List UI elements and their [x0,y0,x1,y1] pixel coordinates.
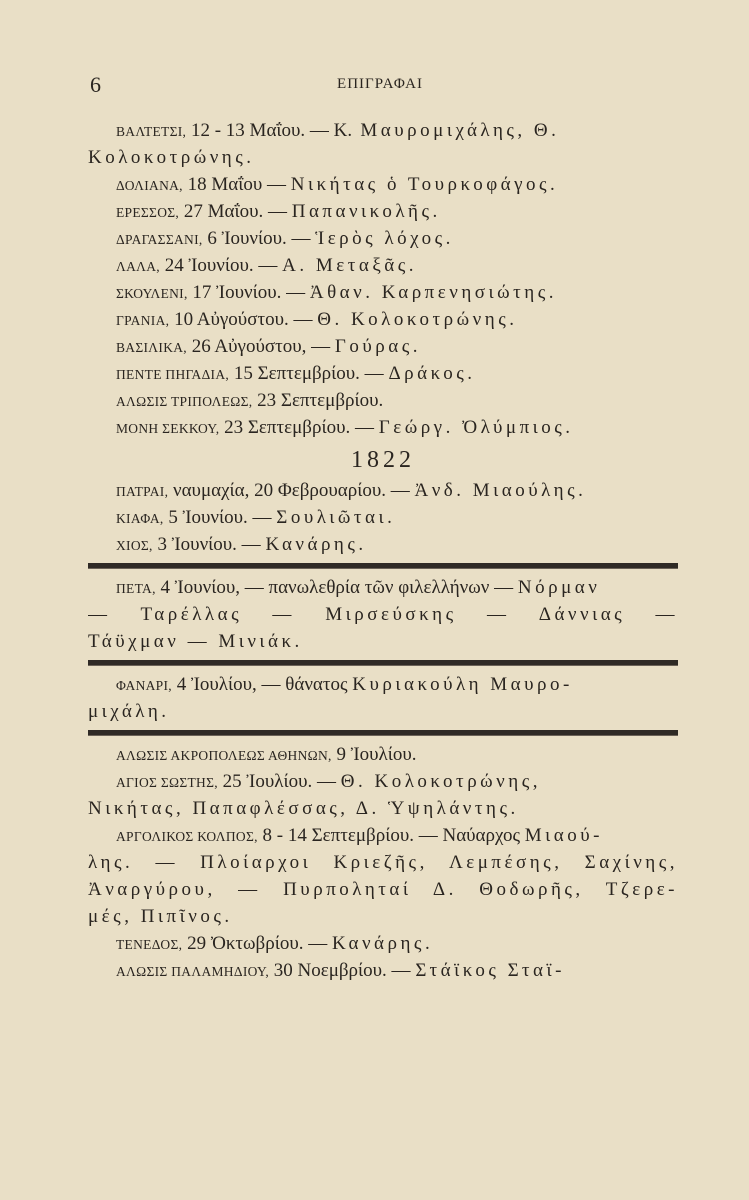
entry-text: 18 Μαΐου — [182,174,291,195]
place-name: ΑΛΩΣΙΣ ΠΑΛΑΜΗΔΙΟΥ, [116,964,269,979]
entry-names: Κανάρης. [265,534,367,555]
entry-text: 6 Ἰουνίου. — [202,228,316,249]
place-name: ΔΟΛΙΑΝΑ, [116,178,183,193]
entry-patrai [88,478,678,505]
entry-names: Θ. Κολοκοτρώνης. [317,309,518,330]
entry-agios-sostis-cont: Νικήτας, Παπαφλέσσας, Δ. Ὑψηλάντης. [88,798,519,819]
place-name: ΜΟΝΗ ΣΕΚΚΟΥ, [116,421,220,436]
entry-peta-cont: — Ταρέλλας — Μιρσεύσκης — Δάννιας — [88,604,678,625]
entry-names: Νικήτας ὁ Τουρκοφάγος. [290,174,559,195]
place-name: ΒΑΛΤΕΤΣΙ, [116,124,187,139]
page-header [90,72,670,102]
entry-names: Στάϊκος Σταϊ- [415,960,565,981]
entry-valtetsi-cont [88,145,678,172]
entry-text: 30 Νοεμβρίου. — [269,960,416,981]
section-rule [88,660,678,666]
entry-doliana [88,172,678,199]
entry-lala [88,253,678,280]
place-name: ΕΡΕΣΣΟΣ, [116,205,180,220]
entry-argolikos [88,823,678,850]
entry-dragatsani [88,226,678,253]
entry-text: 27 Μαΐου. — [179,201,292,222]
entry-text: 9 Ἰουλίου. [331,744,417,765]
entry-text: ναυμαχία, 20 Φεβρουαρίου. — [168,480,415,501]
entry-text: 12 - 13 Μαΐου. — Κ. [186,120,353,141]
entry-fanari [88,672,678,699]
place-name: ΦΑΝΑΡΙ, [116,678,172,693]
entry-agios-sostis [88,769,678,796]
entry-text: 15 Σεπτεμβρίου. — [229,363,389,384]
entry-vasilika [88,334,678,361]
entry-eressos [88,199,678,226]
page-number: 6 [90,72,101,97]
entry-kiafa [88,505,678,532]
place-name: ΑΓΙΟΣ ΣΩΣΤΗΣ, [116,775,218,790]
entry-names: Κολοκοτρώνης. [88,147,255,168]
entry-acropolis [88,742,678,769]
place-name: ΑΡΓΟΛΙΚΟΣ ΚΟΛΠΟΣ, [116,829,258,844]
entry-names: Ἀνδ. Μιαούλης. [414,480,587,501]
entry-peta [88,575,678,602]
year-heading: 1822 [351,447,415,473]
entry-argolikos-cont-2: Ἀναργύρου, — Πυρποληταί Δ. Θοδωρῆς, Τζερε- [88,879,678,900]
entry-text: 3 Ἰουνίου. — [152,534,266,555]
entry-skouleni [88,280,678,307]
entry-names: Ἀθαν. Καρπενησιώτης. [309,282,557,303]
entry-names: Μαυρομιχάλης, Θ. [352,120,560,141]
entry-names: Μιαού- [524,825,603,846]
page-content [88,118,678,985]
place-name: ΤΕΝΕΔΟΣ, [116,937,183,952]
entry-fanari-cont: μιχάλη. [88,701,170,722]
entry-names: Γούρας. [334,336,421,357]
entry-tripolis [88,388,678,415]
entry-names: Α. Μεταξᾶς. [282,255,418,276]
entry-text: 23 Σεπτεμβρίου. [252,390,384,411]
entry-names: Παπανικολῆς. [291,201,441,222]
place-name: ΠΑΤΡΑΙ, [116,484,169,499]
entry-names: Δράκος. [388,363,476,384]
entry-names: Σουλιῶται. [276,507,396,528]
entry-pente-pigadia [88,361,678,388]
entry-text: 26 Αὐγούστου, — [186,336,335,357]
place-name: ΛΑΛΑ, [116,259,160,274]
place-name: ΓΡΑΝΙΑ, [116,313,170,328]
section-rule [88,563,678,569]
entry-argolikos-cont-3: μές, Πιπῖνος. [88,906,233,927]
place-name: ΚΙΑΦΑ, [116,511,164,526]
entry-text: 24 Ἰουνίου. — [159,255,283,276]
place-name: ΠΕΤΑ, [116,581,156,596]
entry-tenedos [88,931,678,958]
entry-text: 4 Ἰουνίου, — πανωλεθρία τῶν φιλελλήνων — [155,577,518,598]
place-name: ΣΚΟΥΛΕΝΙ, [116,286,188,301]
entry-text: 23 Σεπτεμβρίου. — [219,417,379,438]
place-name: ΑΛΩΣΙΣ ΑΚΡΟΠΟΛΕΩΣ ΑΘΗΝΩΝ, [116,748,332,763]
entry-names: Νόρμαν [517,577,601,598]
entry-names: Κανάρης. [331,933,434,954]
entry-text: 25 Ἰουλίου. — [217,771,341,792]
entry-names: Ἱερὸς λόχος. [315,228,454,249]
entry-text: 4 Ἰουλίου, — θάνατος [171,674,353,695]
section-rule [88,730,678,736]
entry-text: 5 Ἰουνίου. — [163,507,277,528]
entry-valtetsi [88,118,678,145]
entry-palamidi [88,958,678,985]
place-name: ΒΑΣΙΛΙΚΑ, [116,340,187,355]
entry-peta-cont-2: Τάϋχμαν — Μινιάκ. [88,631,303,652]
place-name: ΧΙΟΣ, [116,538,153,553]
entry-names: Κυριακούλη Μαυρο- [352,674,573,695]
running-title: ΕΠΙΓΡΑΦΑΙ [337,76,423,92]
entry-moni-sekkou [88,415,678,442]
entry-names: Θ. Κολοκοτρώνης, [340,771,541,792]
entry-text: 10 Αὐγούστου. — [169,309,318,330]
entry-text: 29 Ὀκτωβρίου. — [182,933,332,954]
entry-chios [88,532,678,559]
place-name: ΠΕΝΤΕ ΠΗΓΑΔΙΑ, [116,367,230,382]
entry-text: 17 Ἰουνίου. — [187,282,310,303]
entry-argolikos-cont: λης. — Πλοίαρχοι Κριεζῆς, Λεμπέσης, Σαχίνης, [88,852,678,873]
entry-names: Γεώργ. Ὀλύμπιος. [378,417,574,438]
place-name: ΔΡΑΓΑΣΣΑΝΙ, [116,232,203,247]
entry-grania [88,307,678,334]
place-name: ΑΛΩΣΙΣ ΤΡΙΠΟΛΕΩΣ, [116,394,253,409]
entry-text: 8 - 14 Σεπτεμβρίου. — Ναύαρχος [257,825,525,846]
